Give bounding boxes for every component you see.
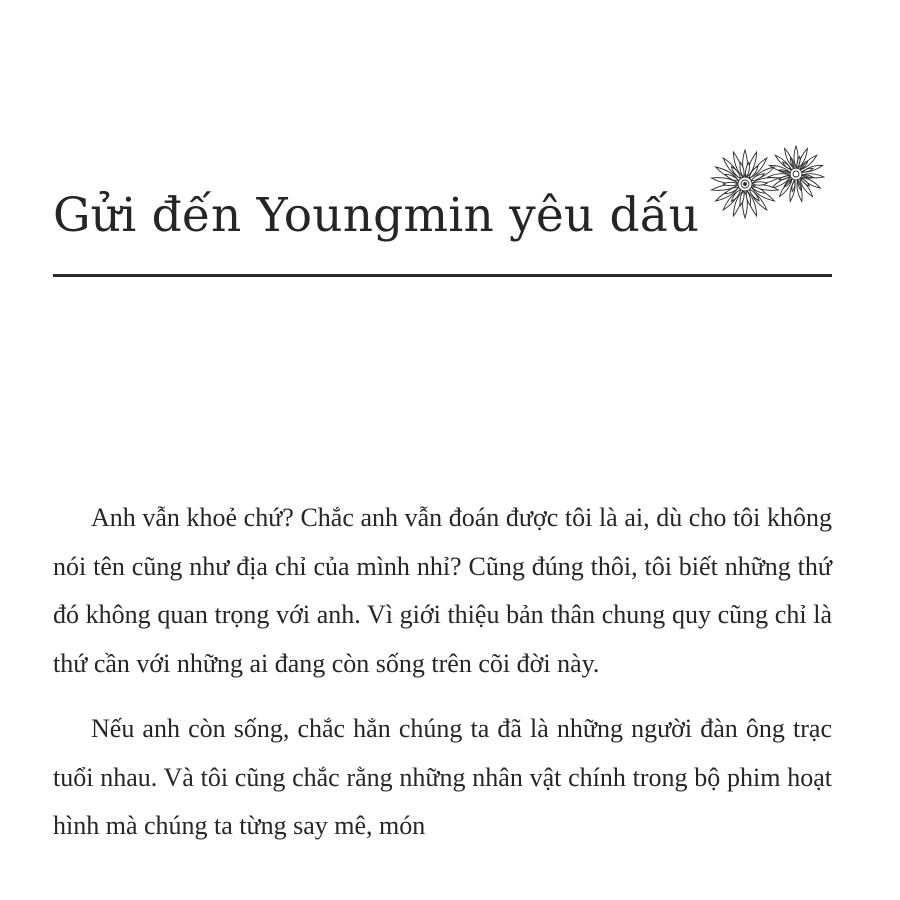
chrysanthemum-icon <box>703 138 833 230</box>
title-divider <box>53 274 832 277</box>
paragraph: Anh vẫn khoẻ chứ? Chắc anh vẫn đoán được tôi là ai, dù cho tôi không nói tên cũng như địa chỉ của mình nhỉ? Cũng đúng thôi, tôi biết những thứ đó không quan trọng với anh. Vì giới thiệu bản thân chung quy cũng chỉ là thứ cần với những ai đang còn sống trên cõi đời này. <box>53 503 832 678</box>
paragraph: Nếu anh còn sống, chắc hẳn chúng ta đã là những người đàn ông trạc tuổi nhau. Và tôi cũng chắc rằng những nhân vật chính trong bộ phim hoạt hình mà chúng ta từng say mê, món <box>53 714 832 840</box>
letter-body <box>53 494 832 868</box>
chapter-title: Gửi đến Youngmin yêu dấu <box>53 188 700 243</box>
